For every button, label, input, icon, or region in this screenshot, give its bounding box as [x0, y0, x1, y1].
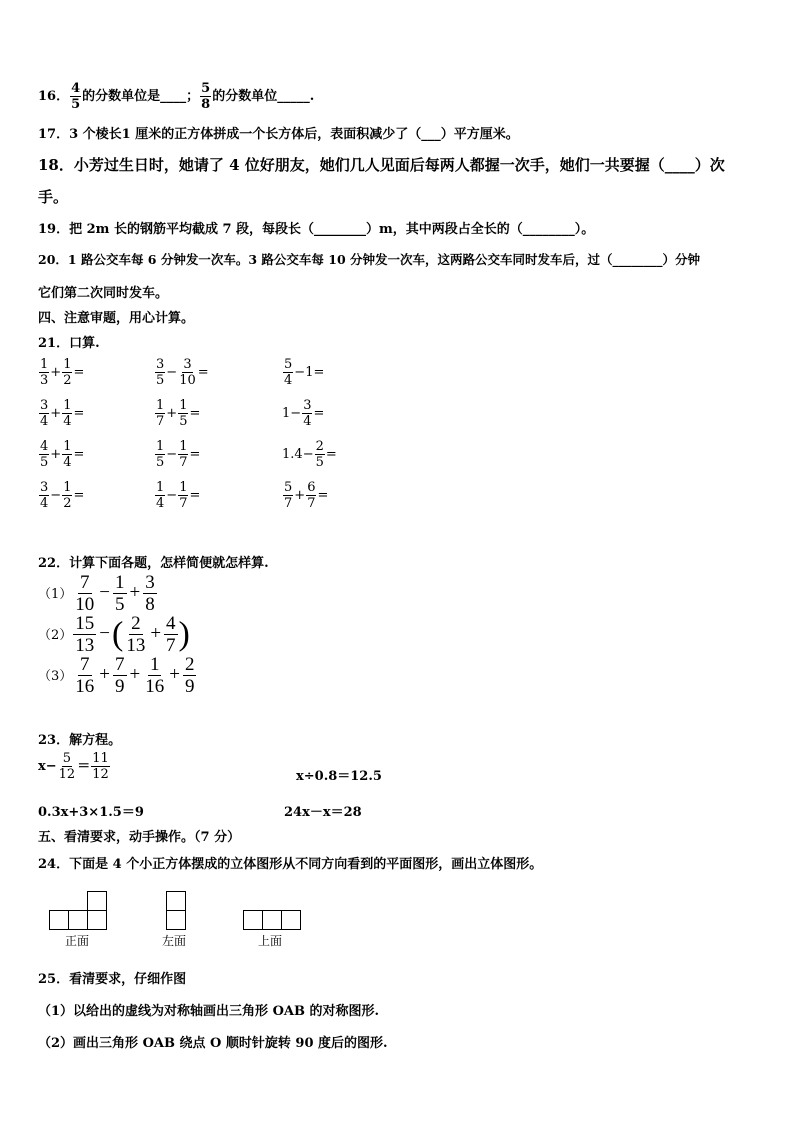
operator: + [129, 663, 141, 685]
numerator: 15 [75, 613, 95, 634]
fraction [70, 82, 81, 111]
question-22-title: 22．计算下面各题，怎样简便就怎样算. [38, 556, 269, 571]
numerator: 2 [184, 654, 195, 675]
mental-math-item [154, 399, 200, 428]
denominator: 7 [284, 496, 293, 511]
calculation-item [38, 614, 190, 655]
left-view-label: 左面 [162, 934, 187, 948]
fraction [164, 614, 178, 655]
denominator: 5 [156, 455, 165, 470]
question-21-title: 21．口算. [38, 336, 100, 351]
grid-square [166, 891, 186, 911]
equals-sign: = [73, 447, 85, 462]
numerator: 2 [315, 439, 324, 454]
numerator: 1 [63, 398, 72, 413]
equation-1 [38, 752, 111, 781]
answer-blank: ____ [160, 89, 187, 104]
answer-blank: _____ [277, 89, 310, 104]
fraction [39, 358, 49, 387]
denominator: 5 [315, 455, 324, 470]
numerator: 1 [63, 480, 72, 495]
grid-square [281, 910, 301, 930]
fraction [113, 573, 127, 614]
numerator: 1 [115, 572, 125, 593]
fraction [91, 752, 110, 781]
equals-sign: = [189, 447, 201, 462]
equals-sign: = [73, 365, 85, 380]
numerator: 2 [131, 613, 141, 634]
grid-square [49, 910, 69, 930]
grid-square [262, 910, 282, 930]
fraction [73, 655, 96, 696]
grid-square [166, 910, 186, 930]
number-text: 1 [282, 406, 291, 421]
denominator: 7 [307, 496, 316, 511]
fraction [62, 358, 72, 387]
section-5-heading: 五、看清要求，动手操作。（7 分） [38, 830, 241, 845]
denominator: 4 [63, 414, 72, 429]
denominator: 5 [179, 414, 188, 429]
front-view-label: 正面 [65, 934, 90, 948]
fraction [155, 481, 165, 510]
fraction [178, 481, 188, 510]
equation-2: x÷0.8＝12.5 [296, 769, 382, 784]
equation-3: 0.3x+3×1.5＝9 [38, 805, 144, 820]
operator: + [169, 663, 180, 685]
numerator: 3 [145, 572, 155, 593]
operator: − [166, 365, 178, 380]
question-text: 的分数单位 [212, 89, 278, 104]
mental-math-item [154, 481, 200, 510]
operator: − [166, 447, 178, 462]
operator: − [302, 447, 314, 462]
numerator: 3 [156, 357, 165, 372]
fraction [200, 82, 211, 111]
item-label: （1） [38, 586, 73, 602]
grid-square [87, 891, 107, 911]
equals-sign: = [325, 447, 337, 462]
numerator: 3 [40, 480, 49, 495]
mental-math-item [38, 358, 84, 387]
fraction [143, 573, 157, 614]
denominator: 7 [166, 635, 176, 656]
denominator: 12 [58, 767, 76, 782]
denominator: 5 [40, 455, 49, 470]
grid-square [87, 910, 107, 930]
denominator: 9 [184, 676, 195, 697]
question-23-title: 23．解方程。 [38, 733, 122, 748]
numerator: 1 [156, 398, 165, 413]
denominator: 7 [179, 455, 188, 470]
denominator: 4 [63, 455, 72, 470]
denominator: 2 [63, 373, 72, 388]
fraction [39, 481, 49, 510]
operator: + [50, 447, 62, 462]
mental-math-item [282, 399, 324, 428]
parenthesis: ) [178, 615, 190, 653]
mental-math-item [282, 358, 324, 387]
equals-sign: = [189, 488, 201, 503]
numerator: 7 [80, 572, 90, 593]
denominator: 5 [156, 373, 165, 388]
question-20-line1: 20．1 路公交车每 6 分钟发一次车。3 路公交车每 10 分钟发一次车，这两路公交车同时发车后，过（________）分钟 [38, 252, 700, 267]
operator: − [166, 488, 178, 503]
numerator: 1 [63, 439, 72, 454]
numerator: 1 [63, 357, 72, 372]
denominator: 4 [40, 414, 49, 429]
question-20-line2: 它们第二次同时发车。 [38, 286, 169, 301]
question-text: 的分数单位是 [82, 89, 161, 104]
denominator: 12 [92, 767, 109, 782]
mental-math-item [154, 358, 209, 387]
mental-math-item [38, 440, 84, 469]
fraction [155, 440, 165, 469]
denominator: 13 [126, 635, 146, 656]
equals-sign: = [197, 365, 209, 380]
equals-sign: ＝ [77, 759, 91, 774]
denominator: 4 [40, 496, 49, 511]
fraction [283, 358, 293, 387]
denominator: 7 [179, 496, 188, 511]
question-24-title: 24．下面是 4 个小正方体摆成的立体图形从不同方向看到的平面图形，画出立体图形。 [38, 857, 543, 872]
mental-math-item [38, 399, 84, 428]
operator: + [99, 663, 110, 685]
numerator: 5 [201, 81, 211, 96]
fraction [73, 573, 96, 614]
number-text: 1.4 [282, 447, 303, 462]
fraction [62, 481, 72, 510]
fraction [283, 481, 293, 510]
denominator: 8 [201, 97, 211, 112]
equals-sign: = [313, 365, 325, 380]
equals-sign: = [317, 488, 329, 503]
fraction [178, 358, 197, 387]
numerator: 1 [156, 439, 165, 454]
denominator: 16 [145, 676, 165, 697]
numerator: 4 [71, 81, 81, 96]
fraction [155, 358, 165, 387]
operator: + [166, 406, 178, 421]
numerator: 3 [183, 357, 192, 372]
question-number: 16． [38, 89, 70, 104]
separator: ； [186, 89, 200, 104]
question-18-line2: 手。 [38, 188, 69, 206]
numerator: 5 [284, 357, 293, 372]
fraction [315, 440, 325, 469]
mental-math-item [154, 440, 200, 469]
denominator: 5 [71, 97, 81, 112]
denominator: 3 [40, 373, 49, 388]
denominator: 9 [115, 676, 125, 697]
operator: + [50, 365, 62, 380]
question-25-part-2: （2）画出三角形 OAB 绕点 O 顺时针旋转 90 度后的图形. [38, 1036, 388, 1051]
denominator: 8 [145, 594, 155, 615]
equals-sign: = [313, 406, 325, 421]
numerator: 7 [80, 654, 90, 675]
fraction [143, 655, 166, 696]
question-18-line1: 18．小芳过生日时，她请了 4 位好朋友，她们几人见面后每两人都握一次手，她们一共要握（____）次 [38, 156, 725, 174]
numerator: 5 [62, 751, 72, 766]
fraction [39, 440, 49, 469]
denominator: 7 [156, 414, 165, 429]
numerator: 1 [149, 654, 160, 675]
item-label: （2） [38, 627, 73, 643]
question-16 [38, 82, 314, 111]
numerator: 6 [307, 480, 316, 495]
denominator: 4 [303, 414, 312, 429]
equation-text: x− [38, 759, 57, 774]
fraction [58, 752, 77, 781]
fraction [62, 440, 72, 469]
numerator: 11 [92, 751, 109, 766]
period: . [309, 89, 315, 104]
parenthesis: ( [112, 615, 124, 653]
fraction [178, 440, 188, 469]
section-4-heading: 四、注意审题，用心计算。 [38, 311, 195, 326]
question-25-part-1: （1）以给出的虚线为对称轴画出三角形 OAB 的对称图形. [38, 1004, 380, 1019]
operator: − [50, 488, 62, 503]
equals-sign: = [189, 406, 201, 421]
question-17: 17．3 个棱长1 厘米的正方体拼成一个长方体后，表面积减少了（___）平方厘米。 [38, 127, 519, 142]
operator: − [290, 406, 302, 421]
question-25-title: 25．看清要求，仔细作图 [38, 972, 187, 987]
equals-sign: = [73, 406, 85, 421]
denominator: 10 [179, 373, 196, 388]
item-label: （3） [38, 668, 73, 684]
numerator: 5 [284, 480, 293, 495]
numerator: 1 [179, 398, 188, 413]
top-view-label: 上面 [258, 934, 283, 948]
operator: + [129, 581, 141, 603]
operator: + [294, 488, 306, 503]
numerator: 7 [115, 654, 125, 675]
operator: − [99, 622, 110, 644]
grid-square [243, 910, 263, 930]
calculation-item [38, 655, 197, 696]
fraction [39, 399, 49, 428]
denominator: 2 [63, 496, 72, 511]
numerator: 3 [303, 398, 312, 413]
numerator: 1 [179, 480, 188, 495]
mental-math-item [38, 481, 84, 510]
mental-math-item [282, 481, 328, 510]
grid-square [68, 910, 88, 930]
fraction [302, 399, 312, 428]
question-19: 19．把 2m 长的钢筋平均截成 7 段，每段长（________）m，其中两段占全长的（________）。 [38, 222, 595, 237]
denominator: 16 [75, 676, 95, 697]
fraction [113, 655, 127, 696]
mental-math-item [282, 440, 337, 469]
operator: + [50, 406, 62, 421]
numerator: 1 [40, 357, 49, 372]
numerator: 1 [156, 480, 165, 495]
denominator: 4 [284, 373, 293, 388]
operator: − [294, 365, 306, 380]
number-text: 1 [305, 365, 314, 380]
fraction [155, 399, 165, 428]
denominator: 5 [115, 594, 125, 615]
denominator: 4 [156, 496, 165, 511]
numerator: 4 [166, 613, 176, 634]
fraction [178, 399, 188, 428]
fraction [62, 399, 72, 428]
operator: − [99, 581, 110, 603]
fraction [73, 614, 96, 655]
fraction [124, 614, 147, 655]
operator: + [150, 622, 162, 644]
equation-4: 24x－x＝28 [284, 805, 362, 820]
numerator: 1 [179, 439, 188, 454]
calculation-item [38, 573, 158, 614]
equals-sign: = [73, 488, 85, 503]
numerator: 4 [40, 439, 49, 454]
denominator: 13 [75, 635, 95, 656]
fraction [183, 655, 197, 696]
fraction [306, 481, 316, 510]
denominator: 10 [75, 594, 95, 615]
numerator: 3 [40, 398, 49, 413]
